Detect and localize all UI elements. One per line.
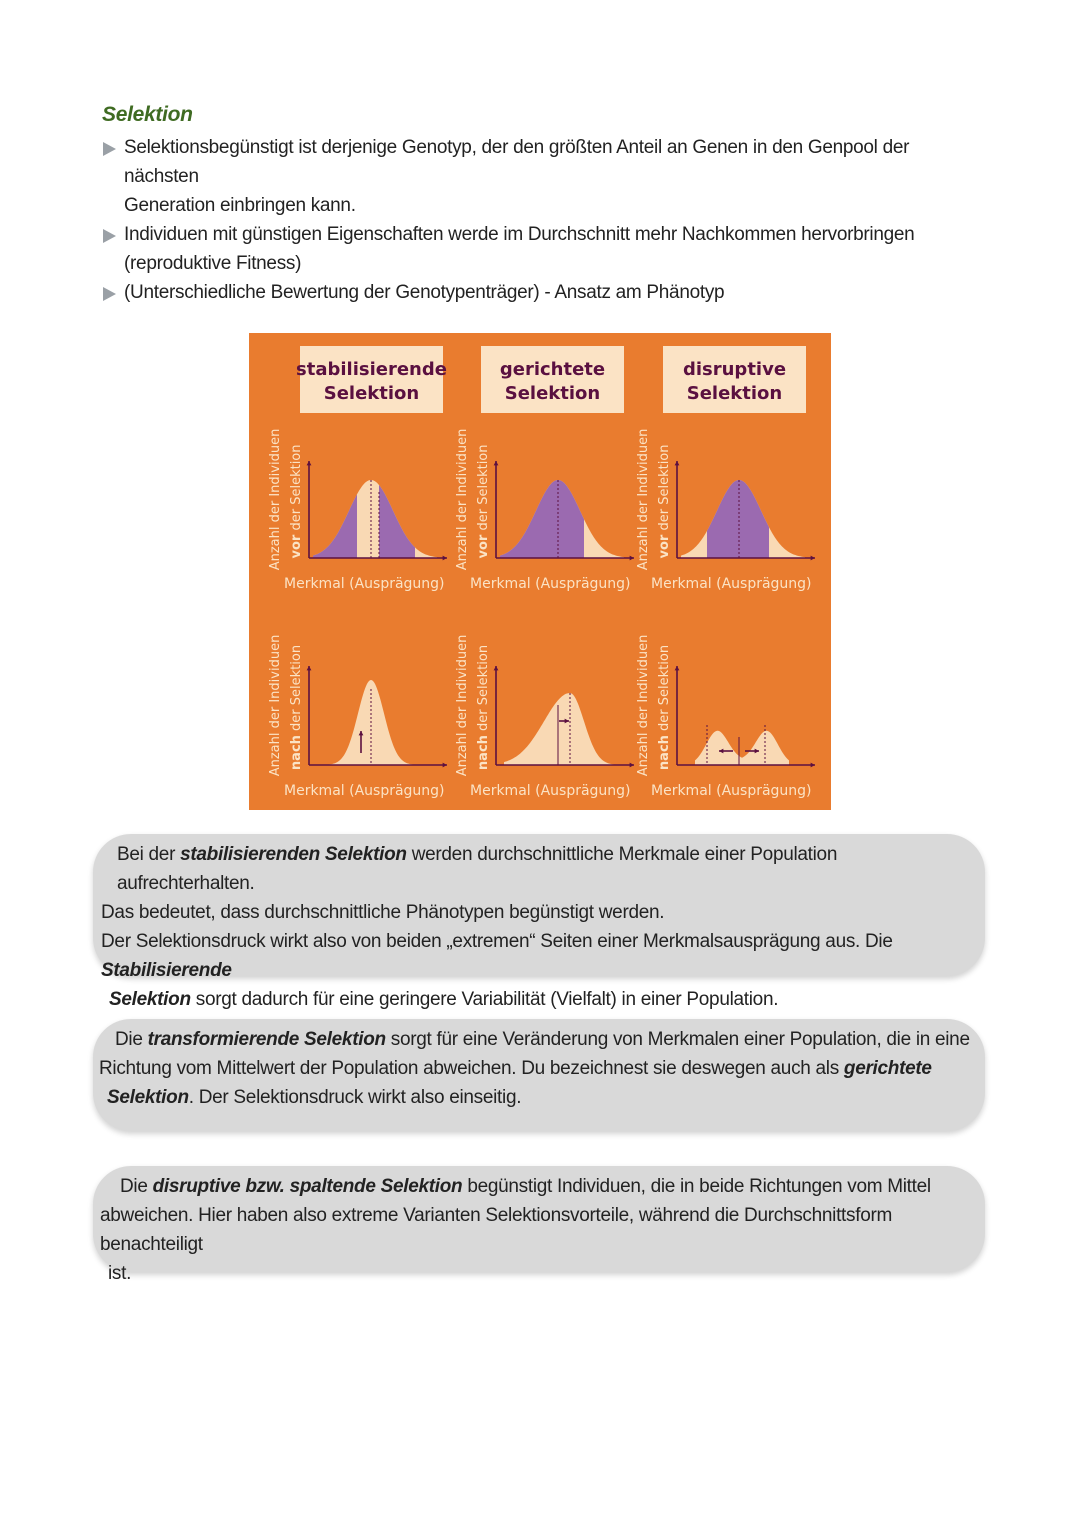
y-axis-label-bold: nach: [657, 735, 672, 771]
y-axis-label: Anzahl der Individuen: [268, 634, 283, 777]
y-axis-label: [476, 445, 491, 559]
text-line: [99, 1025, 975, 1054]
text-run: abweichen. Hier haben also extreme Varianten Selektionsvorteile, während die Durchschnittsform benachteiligt: [100, 1205, 893, 1255]
x-axis-label: Merkmal (Ausprägung): [651, 576, 812, 592]
text-line: [100, 1201, 975, 1259]
bullet-item: [102, 133, 982, 220]
y-axis-label: Anzahl der Individuen: [455, 428, 470, 571]
text-line: [99, 1083, 975, 1112]
bullet-item: [102, 220, 982, 278]
text-run: Die: [115, 1029, 148, 1050]
y-axis-label-rest: der Selektion: [476, 644, 491, 736]
y-axis-label: [657, 645, 672, 770]
text-line: [101, 898, 975, 927]
y-axis-label-bold: vor: [289, 534, 304, 559]
x-axis-label: Merkmal (Ausprägung): [284, 783, 445, 799]
selection-title-line2: Selektion: [686, 383, 783, 404]
y-axis-label-bold: nach: [476, 735, 491, 771]
x-axis-label: Merkmal (Ausprägung): [284, 576, 445, 592]
text-box-stabilizing: [93, 834, 985, 1010]
selection-title-line2: Selektion: [323, 383, 420, 404]
bullet-text: (reproduktive Fitness): [124, 253, 302, 274]
y-axis-label-bold: nach: [289, 735, 304, 771]
text-run: Bei der: [117, 844, 181, 865]
selection-title-line2: Selektion: [504, 383, 601, 404]
x-axis-label: Merkmal (Ausprägung): [470, 783, 631, 799]
text-line: [101, 927, 975, 985]
text-line: [100, 1259, 975, 1288]
text-run: sorgt dadurch für eine geringere Variabilität (Vielfalt) in einer Population.: [190, 989, 779, 1010]
y-axis-label: [657, 445, 672, 559]
bullet-text: Individuen mit günstigen Eigenschaften werde im Durchschnitt mehr Nachkommen hervorbringen: [124, 224, 915, 245]
emphasis-text: transformierende Selektion: [147, 1029, 386, 1050]
emphasis-text: disruptive bzw. spaltende Selektion: [152, 1176, 463, 1197]
page-heading: Selektion: [102, 103, 193, 126]
y-axis-label: Anzahl der Individuen: [268, 428, 283, 571]
text-run: Richtung vom Mittelwert der Population abweichen. Du bezeichnest sie deswegen auch als: [99, 1058, 844, 1079]
emphasis-text: gerichtete: [843, 1058, 932, 1079]
y-axis-label-rest: der Selektion: [476, 444, 491, 535]
y-axis-label: [289, 445, 304, 559]
y-axis-label-bold: vor: [476, 534, 491, 559]
y-axis-label-bold: vor: [657, 534, 672, 559]
bullet-item: [102, 278, 982, 307]
text-line: [100, 1172, 975, 1201]
x-axis-label: Merkmal (Ausprägung): [470, 576, 631, 592]
triangle-bullet-icon: [103, 142, 116, 156]
bullet-text: Generation einbringen kann.: [124, 195, 356, 216]
y-axis-label-rest: der Selektion: [289, 644, 304, 736]
selection-title-line1: gerichtete: [499, 359, 606, 380]
text-run: . Der Selektionsdruck wirkt also einseitig.: [188, 1087, 522, 1108]
y-axis-label-rest: der Selektion: [657, 644, 672, 736]
text-line: [101, 840, 975, 898]
y-axis-label-rest: der Selektion: [657, 444, 672, 535]
text-run: werden durchschnittliche Merkmale einer Population aufrechterhalten.: [117, 844, 838, 894]
emphasis-text: stabilisierenden Selektion: [180, 844, 407, 865]
text-line: [101, 985, 975, 1014]
triangle-bullet-icon: [103, 287, 116, 301]
text-run: sorgt für eine Veränderung von Merkmalen einer Population, die in eine: [385, 1029, 970, 1050]
y-axis-label: [289, 645, 304, 770]
text-run: Das bedeutet, dass durchschnittliche Phänotypen begünstigt werden.: [101, 902, 665, 923]
text-run: Die: [120, 1176, 153, 1197]
y-axis-label: Anzahl der Individuen: [455, 634, 470, 777]
y-axis-label-rest: der Selektion: [289, 444, 304, 535]
bullet-text: Selektionsbegünstigt ist derjenige Genotyp, der den größten Anteil an Genen in den Genpool der nächsten: [124, 137, 910, 187]
bullet-text: (Unterschiedliche Bewertung der Genotypenträger) - Ansatz am Phänotyp: [124, 282, 725, 303]
text-line: [99, 1054, 975, 1083]
x-axis-label: Merkmal (Ausprägung): [651, 783, 812, 799]
y-axis-label: Anzahl der Individuen: [636, 634, 651, 777]
text-box-disruptive: [93, 1166, 985, 1284]
text-box-directional: [93, 1019, 985, 1131]
selection-title-line1: disruptive: [682, 359, 787, 380]
text-run: Der Selektionsdruck wirkt also von beiden „extremen“ Seiten einer Merkmalsausprägung aus. Die: [101, 931, 893, 952]
emphasis-text: Selektion: [107, 1087, 189, 1108]
selection-types-figure: [249, 333, 831, 810]
y-axis-label: Anzahl der Individuen: [636, 428, 651, 571]
emphasis-text: Stabilisierende: [101, 960, 232, 981]
emphasis-text: Selektion: [109, 989, 191, 1010]
selection-title-line1: stabilisierende: [296, 359, 447, 380]
y-axis-label: [476, 645, 491, 770]
text-run: ist.: [108, 1263, 132, 1284]
bullet-list: [102, 133, 982, 307]
text-run: begünstigt Individuen, die in beide Richtungen vom Mittel: [462, 1176, 931, 1197]
triangle-bullet-icon: [103, 229, 116, 243]
